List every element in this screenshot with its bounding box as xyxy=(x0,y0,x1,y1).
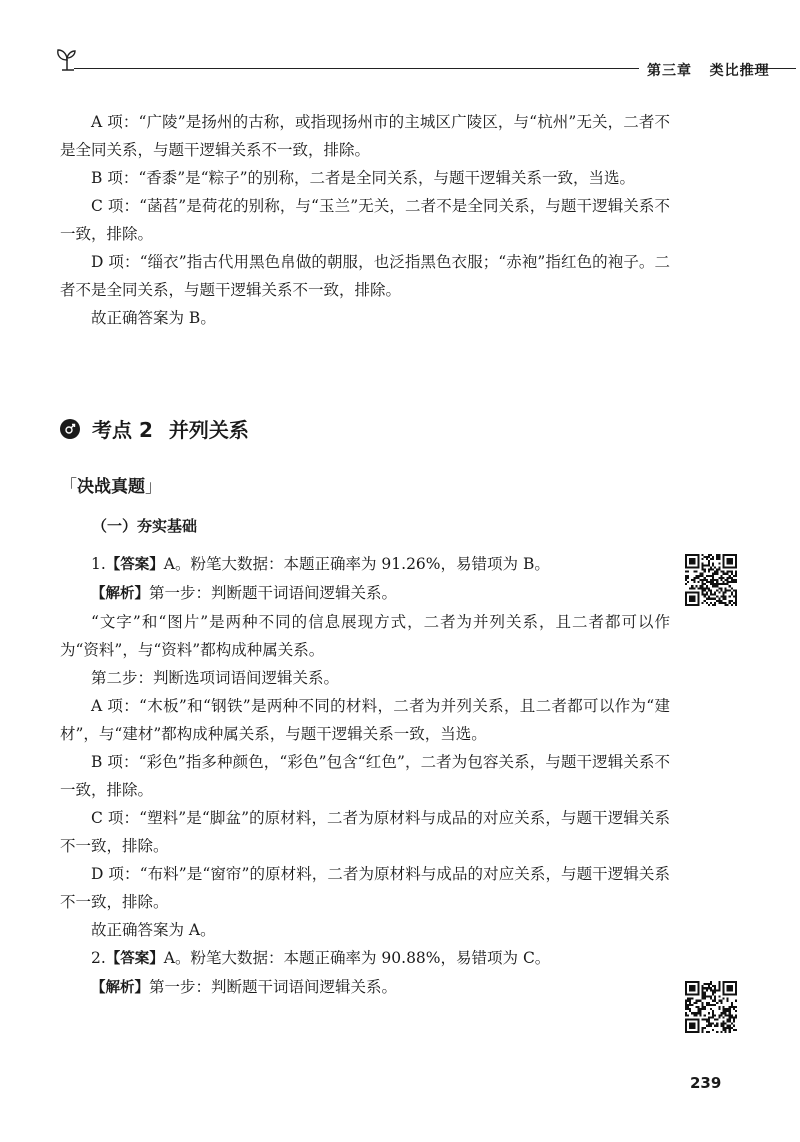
open-bracket: 「 xyxy=(60,477,77,497)
section-heading xyxy=(60,414,249,443)
section-number: 考点 2 xyxy=(92,418,153,442)
section-title: 并列关系 xyxy=(168,418,249,442)
question-1 xyxy=(60,550,670,1002)
analysis-line xyxy=(60,973,670,1002)
paragraph: 故正确答案为 B。 xyxy=(91,309,216,327)
answer-line xyxy=(60,944,670,973)
paragraph: “文字”和“图片”是两种不同的信息展现方式，二者为并列关系，且二者都可以作为“资料”，与“资料”都构成种属关系。 xyxy=(60,613,670,659)
leaf-sprout-icon xyxy=(54,46,80,76)
question-number: 2. xyxy=(91,949,106,967)
answer-line xyxy=(60,550,670,579)
analysis-tag: 【解析】 xyxy=(91,980,149,996)
analysis-text: 第一步：判断题干词语间逻辑关系。 xyxy=(149,978,398,996)
paragraph: C 项：“塑料”是“脚盆”的原材料，二者为原材料与成品的对应关系，与题干逻辑关系不一致，排除。 xyxy=(60,809,670,855)
page-number: 239 xyxy=(690,1074,722,1092)
chapter-heading xyxy=(647,60,770,80)
chapter-label: 第三章 xyxy=(647,63,692,79)
paragraph: 故正确答案为 A。 xyxy=(91,921,216,939)
running-header xyxy=(54,40,796,80)
analysis-tag: 【解析】 xyxy=(91,586,149,602)
header-rule-left xyxy=(74,68,639,69)
answer-tag: 【答案】 xyxy=(105,951,164,967)
answer-tag: 【答案】 xyxy=(105,557,164,573)
subsection-title: 决战真题 xyxy=(77,477,145,497)
subsection-heading xyxy=(60,472,162,497)
paragraph: D 项：“布料”是“窗帘”的原材料，二者为原材料与成品的对应关系，与题干逻辑关系不一致，排除。 xyxy=(60,865,670,911)
question-number: 1. xyxy=(91,555,106,573)
paragraph: B 项：“彩色”指多种颜色，“彩色”包含“红色”，二者为包容关系，与题干逻辑关系不一致，排除。 xyxy=(60,753,670,799)
paragraph: A 项：“木板”和“钢铁”是两种不同的材料，二者为并列关系，且二者都可以作为“建材”，与“建材”都构成种属关系，与题干逻辑关系一致，当选。 xyxy=(60,697,670,743)
paragraph: C 项：“菡萏”是荷花的别称，与“玉兰”无关，二者不是全同关系，与题干逻辑关系不一致，排除。 xyxy=(60,197,670,243)
qr-code-icon[interactable] xyxy=(685,981,737,1033)
paragraph: 第二步：判断选项词语间逻辑关系。 xyxy=(91,669,340,687)
close-bracket: 」 xyxy=(145,477,162,497)
answer-text: A。粉笔大数据：本题正确率为 90.88%，易错项为 C。 xyxy=(163,949,551,967)
header-rule-right xyxy=(740,68,796,69)
chapter-title: 类比推理 xyxy=(709,63,770,79)
analysis-line xyxy=(60,579,670,608)
compass-badge-icon xyxy=(60,419,80,439)
analysis-text: 第一步：判断题干词语间逻辑关系。 xyxy=(149,584,398,602)
qr-code-icon[interactable] xyxy=(685,554,737,606)
paragraph: B 项：“香黍”是“粽子”的别称，二者是全同关系，与题干逻辑关系一致，当选。 xyxy=(91,169,636,187)
intro-analysis xyxy=(60,108,670,332)
answer-text: A。粉笔大数据：本题正确率为 91.26%，易错项为 B。 xyxy=(163,555,550,573)
level3-heading: （一）夯实基础 xyxy=(92,517,198,535)
paragraph: A 项：“广陵”是扬州的古称，或指现扬州市的主城区广陵区，与“杭州”无关，二者不是全同关系，与题干逻辑关系不一致，排除。 xyxy=(60,113,670,159)
paragraph: D 项：“缁衣”指古代用黑色帛做的朝服，也泛指黑色衣服；“赤袍”指红色的袍子。二者不是全同关系，与题干逻辑关系不一致，排除。 xyxy=(60,253,670,299)
